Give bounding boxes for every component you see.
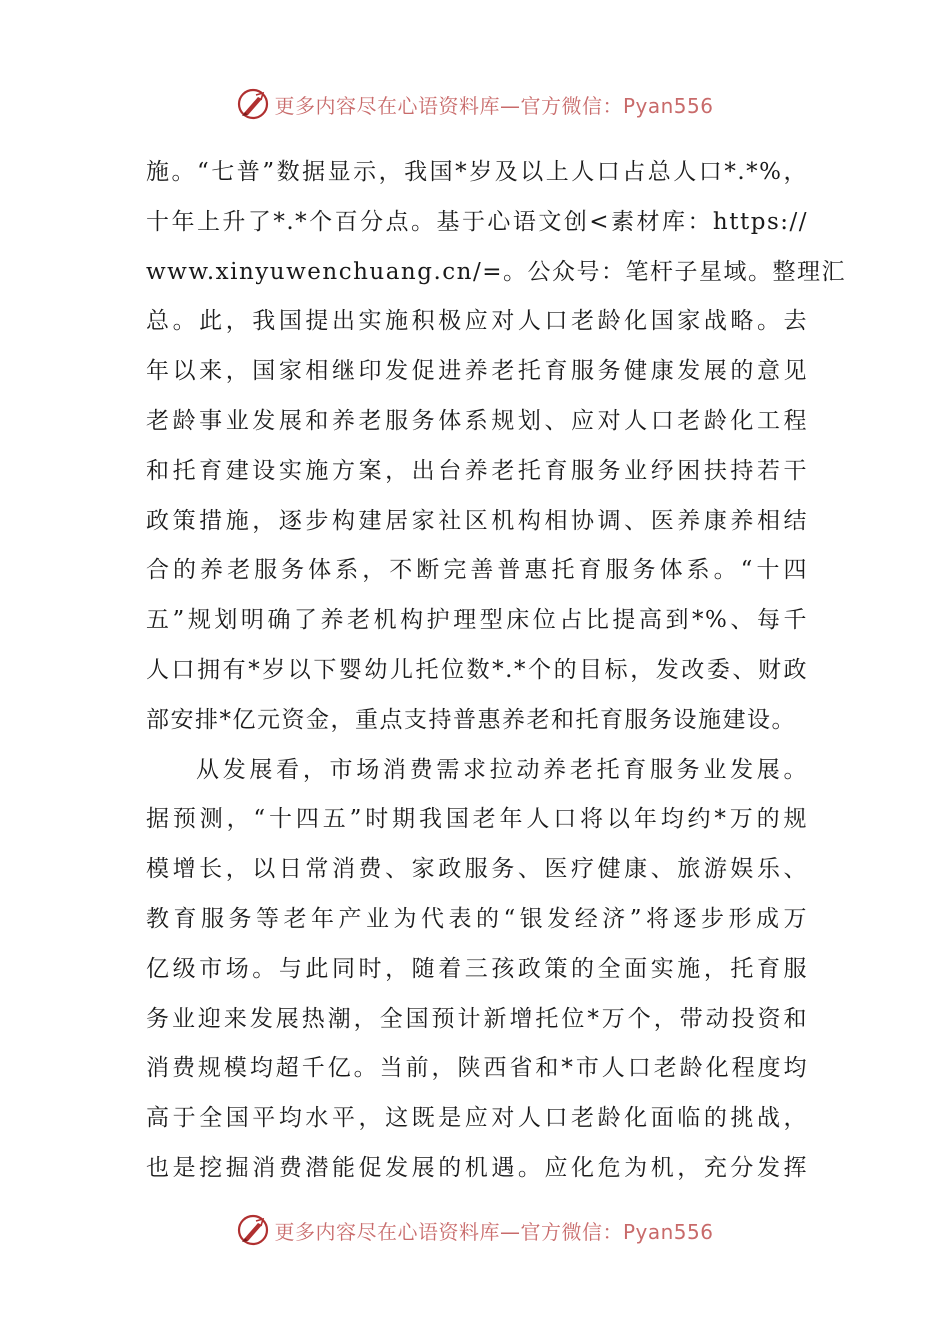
header-banner <box>0 84 950 124</box>
body-line: 和托育建设实施方案，出台养老托育服务业纾困扶持若干 <box>146 457 808 484</box>
footer-banner-text: 更多内容尽在心语资料库—官方微信：Pyan556 <box>274 1219 714 1244</box>
pen-logo-icon <box>236 87 270 121</box>
body-line: 教育服务等老年产业为代表的“银发经济”将逐步形成万 <box>146 905 808 932</box>
body-line: 据预测，“十四五”时期我国老年人口将以年均约*万的规 <box>146 806 808 833</box>
body-line: 也是挖掘消费潜能促发展的机遇。应化危为机，充分发挥 <box>146 1154 808 1181</box>
body-line: 十年上升了*.*个百分点。基于心语文创<素材库：https:// <box>146 208 808 235</box>
body-line: 政策措施，逐步构建居家社区机构相协调、医养康养相结 <box>146 507 808 534</box>
body-line: www.xinyuwenchuang.cn/=。公众号：笔杆子星域。整理汇 <box>146 258 846 285</box>
body-line: 消费规模均超千亿。当前，陕西省和*市人口老龄化程度均 <box>146 1055 808 1082</box>
footer-banner <box>0 1210 950 1250</box>
body-line: 老龄事业发展和养老服务体系规划、应对人口老龄化工程 <box>146 407 808 434</box>
paragraph-start-line: 从发展看，市场消费需求拉动养老托育服务业发展。 <box>196 756 808 783</box>
body-line: 人口拥有*岁以下婴幼儿托位数*.*个的目标，发改委、财政 <box>146 656 808 683</box>
body-line: 总。此，我国提出实施积极应对人口老龄化国家战略。去 <box>146 308 808 335</box>
body-line: 部安排*亿元资金，重点支持普惠养老和托育服务设施建设。 <box>146 706 796 733</box>
body-line: 施。“七普”数据显示，我国*岁及以上人口占总人口*.*%， <box>146 159 808 185</box>
header-banner-text: 更多内容尽在心语资料库—官方微信：Pyan556 <box>274 93 714 118</box>
body-line: 年以来，国家相继印发促进养老托育服务健康发展的意见 <box>146 358 808 385</box>
body-line: 务业迎来发展热潮，全国预计新增托位*万个，带动投资和 <box>146 1005 808 1032</box>
document-body <box>146 148 846 1194</box>
body-line: 合的养老服务体系，不断完善普惠托育服务体系。“十四 <box>146 557 808 584</box>
body-line: 模增长，以日常消费、家政服务、医疗健康、旅游娱乐、 <box>146 856 808 883</box>
body-line: 亿级市场。与此同时，随着三孩政策的全面实施，托育服 <box>146 955 808 982</box>
body-line: 五”规划明确了养老机构护理型床位占比提高到*%、每千 <box>146 607 808 634</box>
body-line: 高于全国平均水平，这既是应对人口老龄化面临的挑战， <box>146 1105 808 1132</box>
pen-logo-icon <box>236 1213 270 1247</box>
